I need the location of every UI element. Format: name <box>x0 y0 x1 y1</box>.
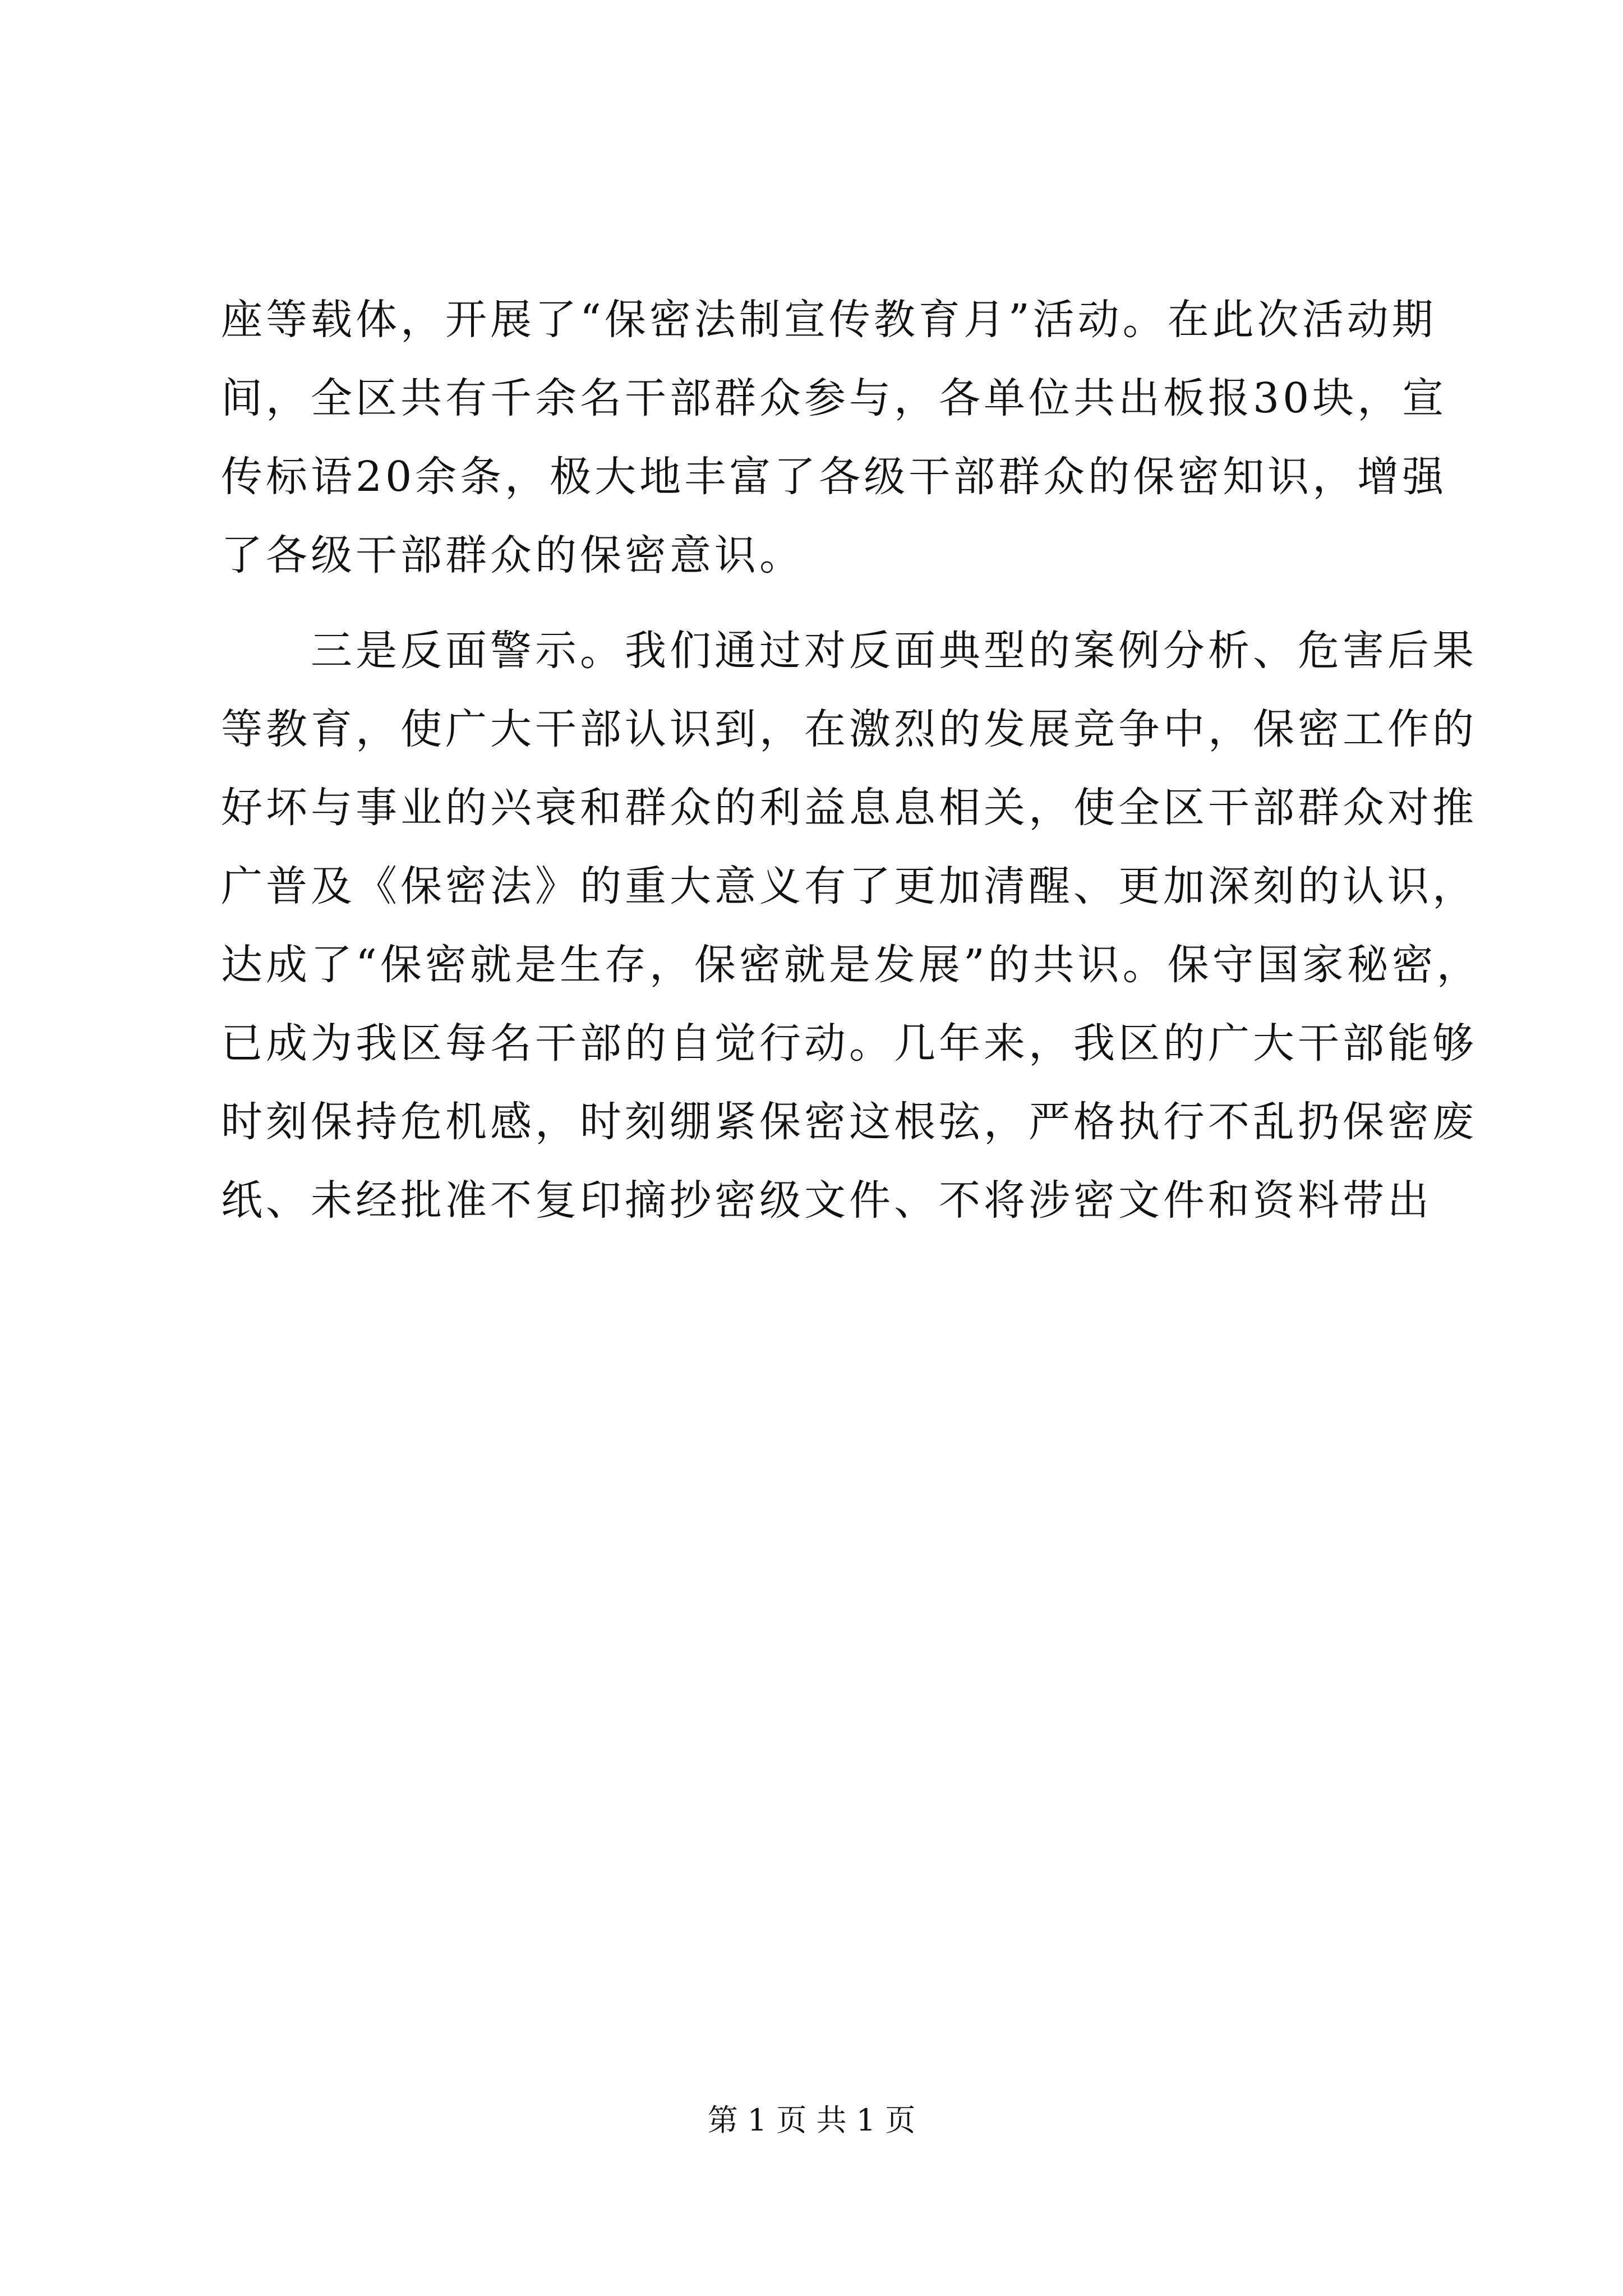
body-text <box>221 280 1482 1240</box>
paragraph-spacer <box>221 595 1421 611</box>
text-line: 间，全区共有千余名干部群众参与，各单位共出板报30块，宣 <box>221 374 1447 422</box>
text-line: 广普及《保密法》的重大意义有了更加清醒、更加深刻的认识， <box>221 862 1477 910</box>
text-line: 传标语20余条，极大地丰富了各级干部群众的保密知识，增强 <box>221 453 1447 501</box>
text-line: 时刻保持危机感，时刻绷紧保密这根弦，严格执行不乱扔保密废 <box>221 1098 1477 1146</box>
text-line: 了各级干部群众的保密意识。 <box>221 531 804 579</box>
paragraph-2 <box>221 611 1482 1240</box>
text-line: 已成为我区每名干部的自觉行动。几年来，我区的广大干部能够 <box>221 1019 1477 1068</box>
paragraph-1 <box>221 280 1447 595</box>
text-line: 纸、未经批准不复印摘抄密级文件、不将涉密文件和资料带出 <box>221 1176 1432 1225</box>
text-line: 达成了“保密就是生存，保密就是发展”的共识。保守国家秘密， <box>221 941 1482 989</box>
text-line: 三是反面警示。我们通过对反面典型的案例分析、危害后果 <box>311 627 1477 675</box>
page-number-footer: 第 1 页 共 1 页 <box>707 2102 916 2138</box>
text-line: 好坏与事业的兴衰和群众的利益息息相关，使全区干部群众对推 <box>221 784 1477 832</box>
text-line: 座等载体，开展了“保密法制宣传教育月”活动。在此次活动期 <box>221 296 1437 344</box>
text-line: 等教育，使广大干部认识到，在激烈的发展竞争中，保密工作的 <box>221 705 1477 753</box>
